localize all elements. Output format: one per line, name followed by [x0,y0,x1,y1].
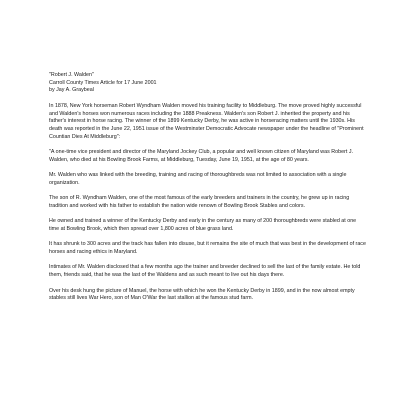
article-body [49,72,367,303]
paragraph: In 1878, New York horseman Robert Wyndham Walden moved his training facility to Middleburg. The move proved highly successful and Walden's horses won numerous races including the 1888 Preakness. Walden's son Robert J. inherited the property and his father's interest in horse racing. The winner of the 1899 Kentucky Derby, he was active in horseracing matters until the 1930s. His death was reported in the June 22, 1951 issue of the Westminster Democratic Advocate newspaper under the headline of "Prominent Countian Dies At Middleburg": [49,102,364,140]
paragraph: Over his desk hung the picture of Manuel, the horse with which he won the Kentucky Derby in 1899, and in the now almost empty stables still lives War Hero, son of Man O'War the last stallion at the famous stud farm. [49,287,355,302]
article-title: "Robert J. Walden" [49,72,94,78]
paragraph: It has shrunk to 300 acres and the track has fallen into disuse, but it remains the site of much that was best in the development of race horses and racing ethics in Maryland. [49,241,366,256]
paragraph: Mr. Walden who was linked with the breeding, training and racing of thoroughbreds was not limited to association with a single organization. [49,172,347,186]
paragraph: "A one-time vice president and director of the Maryland Jockey Club, a popular and well known citizen of Maryland was Robert J. Walden, who died at his Bowling Brook Farms, at Middleburg, Tuesday, June 19, 1951, at the age of 80 years. [49,149,353,163]
paragraph: He owned and trained a winner of the Kentucky Derby and early in the century as many of 200 thoroughbreds were stabled at one time at Bowling Brook, which then spread over 1,800 acres of blue grass land. [49,218,357,232]
paragraph: Intimates of Mr. Walden disclosed that a few months ago the trainer and breeder declined to sell the last of the family estate. He told them, friends said, that he was the last of the Waldens and as such meant to live out his days there. [49,264,361,279]
paragraph: The son of R. Wyndham Walden, one of the most famous of the early breeders and trainers in the country, he grew up in racing tradition and worked with his father to establish the nation wide renown of Bowling Brook Stables and colors. [49,195,350,209]
article-header [49,72,367,95]
article-source: Carroll County Times Article for 17 June 2001 [49,79,157,86]
article-byline: by Jay A. Graybeal [49,87,94,94]
